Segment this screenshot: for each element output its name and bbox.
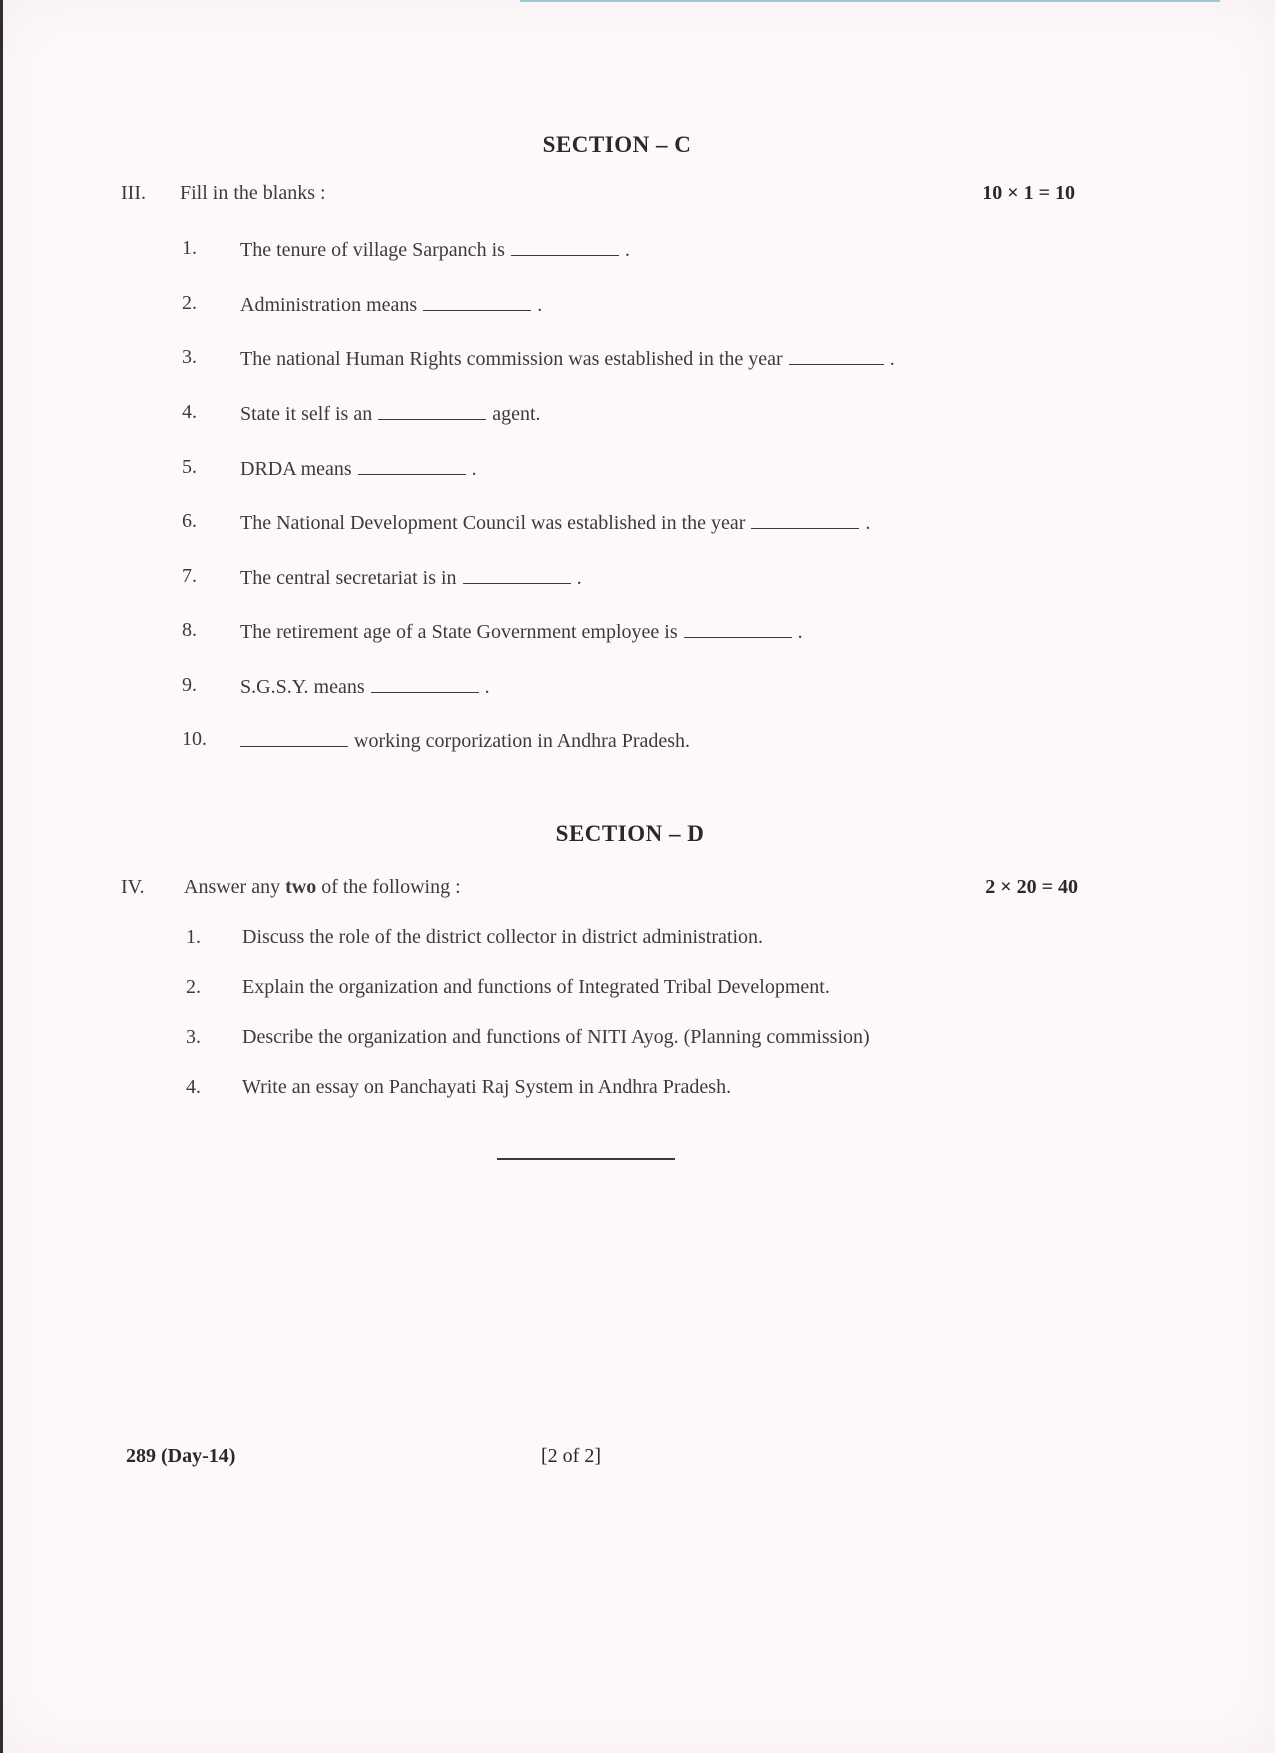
section-d-instruction: [184, 876, 461, 899]
end-of-paper-rule: [497, 1158, 675, 1160]
question-text-after: agent.: [492, 403, 541, 425]
answer-blank: [751, 510, 859, 529]
answer-blank: [463, 565, 571, 584]
instruction-before: Answer any: [184, 876, 281, 898]
question-text-after: .: [624, 239, 630, 261]
question-number: 8.: [182, 619, 197, 641]
section-d-roman: IV.: [121, 876, 145, 898]
question-text-after: .: [576, 567, 582, 589]
question-text-after: .: [537, 294, 543, 316]
instruction-after: of the following :: [321, 876, 461, 898]
scan-top-rule: [520, 0, 1220, 2]
answer-blank: [358, 456, 466, 475]
question-number: 1.: [186, 926, 201, 948]
question-text: [240, 346, 895, 371]
question-text-after: .: [889, 348, 895, 370]
scan-edge: [0, 0, 3, 1753]
question-text-after: working corporization in Andhra Pradesh.: [354, 730, 691, 752]
question-text: Explain the organization and functions of Integrated Tribal Development.: [242, 976, 830, 998]
section-d-title: SECTION – D: [555, 821, 705, 846]
question-text: [240, 619, 803, 644]
paper-code: 289 (Day-14): [126, 1445, 236, 1467]
question-number: 2.: [186, 976, 201, 998]
question-number: 2.: [182, 292, 197, 314]
answer-blank: [684, 619, 792, 638]
question-number: 7.: [182, 565, 197, 587]
question-text: [240, 565, 582, 590]
section-d-marks: 2 × 20 = 40: [985, 876, 1078, 898]
question-number: 9.: [182, 674, 197, 696]
question-text-before: The retirement age of a State Government employee is: [240, 621, 678, 643]
section-c-title: SECTION – C: [542, 132, 692, 157]
question-text-after: .: [865, 512, 871, 534]
question-text-before: The National Development Council was established in the year: [240, 512, 746, 534]
question-number: 5.: [182, 456, 197, 478]
question-text-after: .: [471, 458, 477, 480]
page-number: [2 of 2]: [541, 1445, 601, 1467]
question-number: 4.: [182, 401, 197, 423]
section-c-instruction: Fill in the blanks :: [180, 182, 326, 204]
question-text-before: S.G.S.Y. means: [240, 676, 365, 698]
answer-blank: [789, 346, 884, 365]
instruction-bold: two: [285, 876, 317, 898]
question-number: 10.: [182, 728, 207, 750]
question-text-after: .: [484, 676, 490, 698]
question-text: [240, 401, 541, 426]
question-number: 3.: [186, 1026, 201, 1048]
question-text-before: The central secretariat is in: [240, 567, 457, 589]
answer-blank: [240, 728, 348, 747]
question-text-before: The national Human Rights commission was established in the year: [240, 348, 783, 370]
question-text: [240, 292, 542, 317]
answer-blank: [511, 237, 619, 256]
question-text: Discuss the role of the district collector in district administration.: [242, 926, 763, 948]
question-number: 6.: [182, 510, 197, 532]
question-number: 1.: [182, 237, 197, 259]
question-text: [240, 237, 630, 262]
question-text-before: State it self is an: [240, 403, 373, 425]
answer-blank: [423, 292, 531, 311]
question-text: [240, 456, 477, 481]
question-text: [240, 674, 490, 699]
question-text-before: The tenure of village Sarpanch is: [240, 239, 505, 261]
question-text-before: Administration means: [240, 294, 418, 316]
section-c-roman: III.: [121, 182, 146, 204]
question-text: [240, 510, 870, 535]
question-text: [240, 728, 690, 753]
section-c-marks: 10 × 1 = 10: [982, 182, 1075, 204]
question-number: 3.: [182, 346, 197, 368]
question-text-after: .: [797, 621, 803, 643]
answer-blank: [378, 401, 486, 420]
answer-blank: [371, 674, 479, 693]
question-text: Describe the organization and functions of NITI Ayog. (Planning commission): [242, 1026, 870, 1048]
question-text: Write an essay on Panchayati Raj System in Andhra Pradesh.: [242, 1076, 732, 1098]
question-number: 4.: [186, 1076, 201, 1098]
question-text-before: DRDA means: [240, 458, 352, 480]
